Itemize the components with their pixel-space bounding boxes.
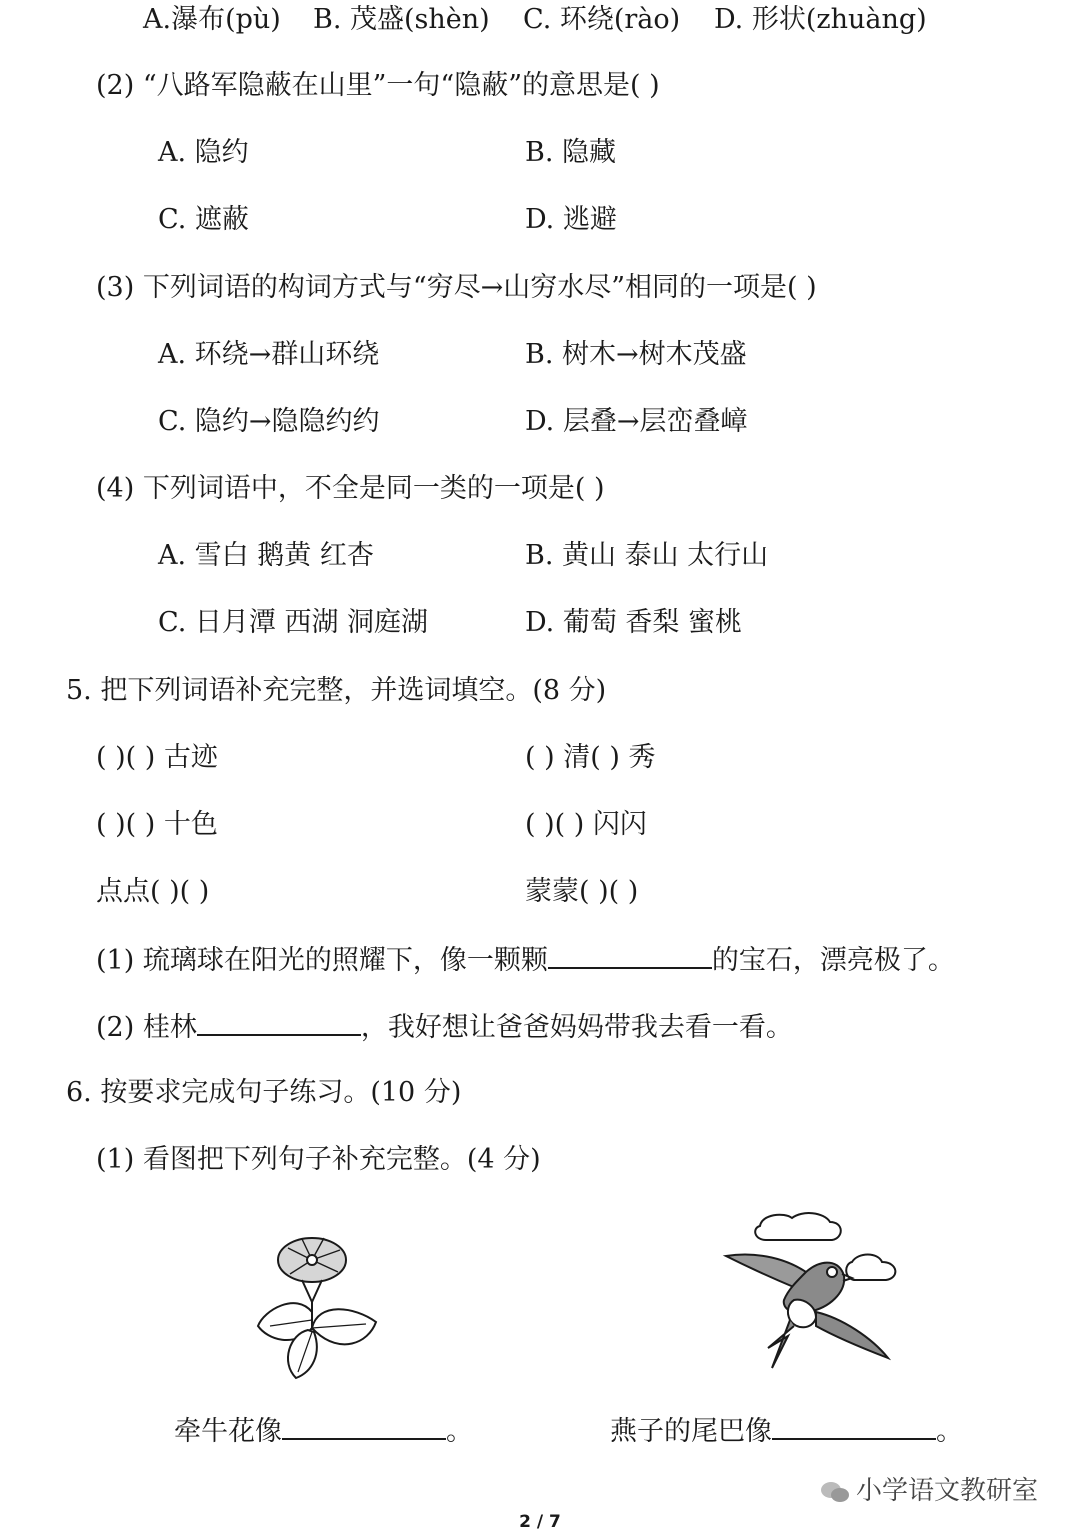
caption-left-period: 。 <box>446 1416 473 1447</box>
wechat-icon <box>820 1480 850 1504</box>
q5-blank-3: ( )( ) 十色 <box>96 809 218 840</box>
q4-2-stem: (2) “八路军隐蔽在山里”一句“隐蔽”的意思是( ) <box>96 70 660 101</box>
q6-sub1: (1) 看图把下列句子补充完整。(4 分) <box>96 1144 541 1175</box>
q5-sentence-1 <box>96 941 955 979</box>
q4-2-option-c: C. 遮蔽 <box>158 204 249 235</box>
watermark <box>820 1470 1038 1507</box>
q4-3-stem: (3) 下列词语的构词方式与“穷尽→山穷水尽”相同的一项是( ) <box>96 272 817 303</box>
caption-right-period: 。 <box>936 1416 963 1447</box>
caption-right-blank[interactable] <box>772 1412 936 1440</box>
q5-blank-4: ( )( ) 闪闪 <box>525 809 647 840</box>
q4-4-option-b: B. 黄山 泰山 太行山 <box>525 540 769 571</box>
caption-right-text: 燕子的尾巴像 <box>610 1416 772 1447</box>
q5-blank-1: ( )( ) 古迹 <box>96 742 218 773</box>
q4-4-option-c: C. 日月潭 西湖 洞庭湖 <box>158 607 429 638</box>
q6-title: 6. 按要求完成句子练习。(10 分) <box>66 1077 462 1108</box>
watermark-text: 小学语文教研室 <box>856 1476 1039 1506</box>
q5-sentence-2 <box>96 1008 793 1046</box>
page-number: 2 / 7 <box>519 1512 561 1532</box>
q4-3-option-b: B. 树木→树木茂盛 <box>525 339 747 370</box>
q5-s1-before: (1) 琉璃球在阳光的照耀下，像一颗颗 <box>96 945 548 976</box>
q4-1-option-d: D. 形状(zhuàng) <box>714 4 927 35</box>
q4-3-option-d: D. 层叠→层峦叠嶂 <box>525 406 748 437</box>
q5-blank-5: 点点( )( ) <box>96 876 210 907</box>
q4-3-option-a: A. 环绕→群山环绕 <box>158 339 380 370</box>
q5-blank-2: ( ) 清( ) 秀 <box>525 742 656 773</box>
caption-left-text: 牵牛花像 <box>174 1416 282 1447</box>
swallow-picture <box>712 1208 912 1380</box>
q4-4-option-d: D. 葡萄 香梨 蜜桃 <box>525 607 743 638</box>
q4-2-option-a: A. 隐约 <box>158 137 249 168</box>
morning-glory-picture <box>250 1222 390 1382</box>
q5-blank-6: 蒙蒙( )( ) <box>525 876 639 907</box>
q4-4-option-a: A. 雪白 鹅黄 红杏 <box>158 540 374 571</box>
q5-s2-after: ，我好想让爸爸妈妈带我去看一看。 <box>360 1012 793 1043</box>
q4-1-option-a: A.瀑布(pù) <box>143 4 281 35</box>
q4-1-option-b: B. 茂盛(shèn) <box>313 4 490 35</box>
q6-caption-left <box>174 1412 473 1450</box>
q4-2-option-b: B. 隐藏 <box>525 137 617 168</box>
q6-caption-right <box>610 1412 963 1450</box>
q5-s2-answer-blank[interactable] <box>197 1008 361 1036</box>
q5-s1-after: 的宝石，漂亮极了。 <box>711 945 955 976</box>
q5-title: 5. 把下列词语补充完整，并选词填空。(8 分) <box>66 675 607 706</box>
q5-s1-answer-blank[interactable] <box>548 941 712 969</box>
q4-3-option-c: C. 隐约→隐隐约约 <box>158 406 380 437</box>
q4-2-option-d: D. 逃避 <box>525 204 617 235</box>
q4-4-stem: (4) 下列词语中，不全是同一类的一项是( ) <box>96 473 605 504</box>
q5-s2-before: (2) 桂林 <box>96 1012 197 1043</box>
q4-1-option-c: C. 环绕(rào) <box>523 4 681 35</box>
caption-left-blank[interactable] <box>282 1412 446 1440</box>
